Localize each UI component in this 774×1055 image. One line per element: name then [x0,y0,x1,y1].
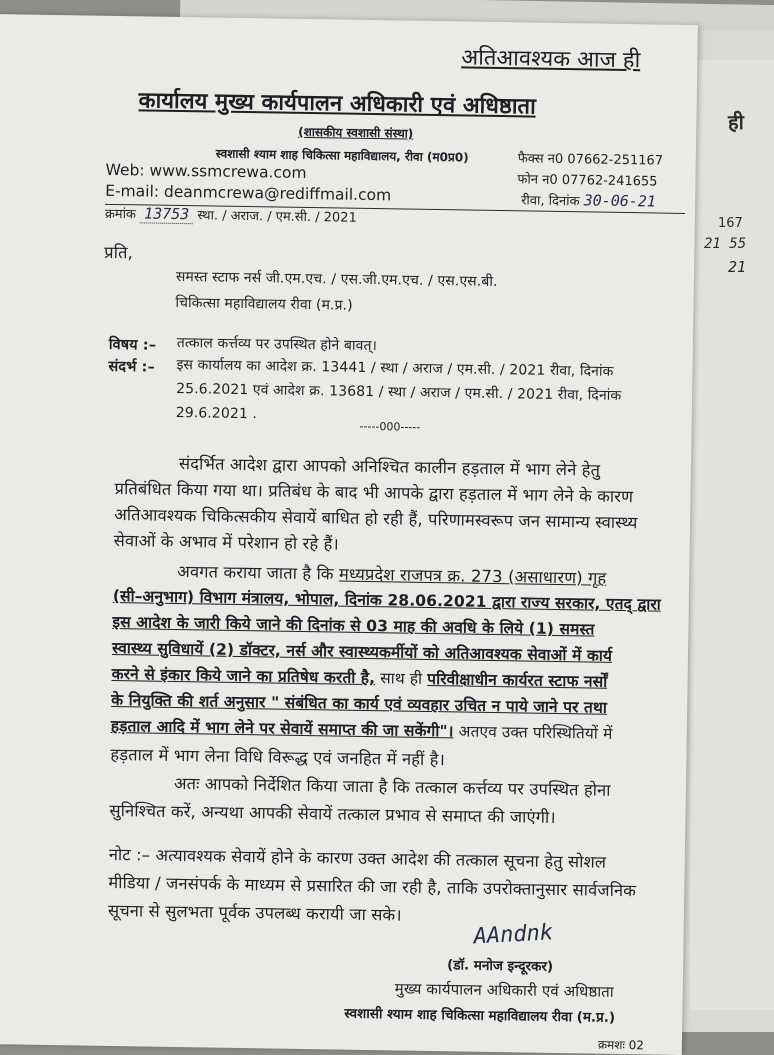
institution-type: (शासकीय स्वशासी संस्था) [298,124,414,141]
probation-text: परिवीक्षाधीन कार्यरत स्टाफ नर्सों [427,669,608,691]
recipient-line-2: चिकित्सा महाविद्यालय रीवा (म.प्र.) [175,294,353,314]
page-continuation-marker: क्रमशः 02 [597,1037,645,1053]
paragraph-2-line-6: के नियुक्ति की शर्त अनुसार " संबंधित का कार्य एवं व्यवहार उचित न पाये जाने पर तथा [111,690,608,717]
prohibition-text: करने से इंकार किये जाने का प्रतिषेध करती है, [111,664,376,688]
note-line: मीडिया / जनसंपर्क के माध्यम से प्रसारित की जा रही है, ताकि उपरोक्तानुसार सार्वजनिक [108,872,637,901]
signatory-name: (डॉ. मनोज इन्दूरकर) [446,957,554,975]
subject-text: तत्काल कर्त्तव्य पर उपस्थित होने बावत्। [176,334,378,355]
paragraph-2-line-4: स्वास्थ्य सुविधायें (2) डॉक्टर, नर्स और स्वास्थ्यकर्मीयों को अतिआवश्यक सेवाओं में कार्य [111,638,613,665]
reference-prefix: क्रमांक [104,206,137,223]
paragraph-2-text: अतएव उक्त परिस्थितियों में [458,722,613,743]
paragraph-1-line: सेवाओं के अभाव में परेशान हो रहे हैं। [113,531,339,554]
paragraph-1-line: संदर्भित आदेश द्वारा आपको अनिश्चित कालीन हड़ताल में भाग लेने हेतु [178,454,601,480]
handwritten-signature: AAndnk [472,920,554,950]
paragraph-3-line: अतः आपको निर्देशित किया जाता है कि तत्काल कर्त्तव्य पर उपस्थित होना [173,773,611,800]
gazette-reference: मध्यप्रदेश राजपत्र क्र. 273 (असाधारण) गृह [338,564,607,588]
paragraph-1-line: प्रतिबंधित किया गया था। प्रतिबंध के बाद भी आपके द्वारा हड़ताल में भाग लेने के कारण [114,479,634,507]
note-line: नोट :– अत्यावश्यक सेवायें होने के कारण उक्त आदेश की तत्काल सूचना हेतु सोशल [108,844,607,872]
signatory-institution: स्वशासी श्याम शाह चिकित्सा महाविद्यालय रीवा (म.प्र.) [344,1005,616,1026]
recipient-line-1: समस्त स्टाफ नर्स जी.एम.एच. / एस.जी.एम.एच. / एस.एस.बी. [175,268,498,291]
email-address: E-mail: deanmcrewa@rediffmail.com [105,181,392,205]
reference-number: 13753 [140,204,193,224]
background-fragment-date: 21 55 [704,236,747,252]
reference-suffix: स्था. / अराज. / एम.सी. / 2021 [197,208,357,226]
background-fragment-text: ही [728,110,744,134]
paragraph-2-text: साथ ही [380,669,423,688]
institution-name: स्वशासी श्याम शाह चिकित्सा महाविद्यालय, रीवा (म0प्र0) [215,146,469,165]
background-fragment-date-2: 21 [728,258,747,276]
letter-page [0,14,698,1055]
reference-line-1: इस कार्यालय का आदेश क्र. 13441 / स्था / अराज / एम.सी. / 2021 रीवा, दिनांक [176,356,614,380]
paragraph-3-line: सुनिश्चित करें, अन्यथा आपकी सेवायें तत्काल प्रभाव से समाप्त की जाएंगी। [109,800,556,827]
paragraph-2-line-3: इस आदेश के जारी किये जाने की दिनांक से 03 माह की अवधि के लिये (1) समस्त [112,612,595,639]
reference-line-2: 25.6.2021 एवं आदेश क्र. 13681 / स्था / अराज / एम.सी. / 2021 रीवा, दिनांक [176,380,622,404]
fax-number: फैक्स न0 07662-251167 [517,151,664,169]
date-handwritten: 30-06-21 [583,191,657,211]
reference-line [105,204,357,226]
reference-label: संदर्भ :– [108,358,155,376]
reference-line-3: 29.6.2021 . [175,404,258,423]
background-sheet-right-2 [690,60,774,1010]
place-date [521,190,656,210]
phone-number: फोन न0 07762-241655 [517,172,658,190]
note-line: सूचना से सुलभता पूर्वक उपलब्ध करायी जा सके। [107,900,402,925]
signatory-designation: मुख्य कार्यपालन अधिकारी एवं अधिष्ठाता [394,979,614,1001]
termination-clause: हड़ताल आदि में भाग लेने पर सेवायें समाप्त की जा सकेंगी"। [110,716,454,741]
paragraph-1-line: अतिआवश्यक चिकित्सकीय सेवायें बाधित हो रही हैं, परिणामस्वरूप जन सामान्य स्वास्थ्य [114,505,638,533]
paragraph-2-line-1 [177,559,606,589]
to-label: प्रति, [104,242,134,263]
paragraph-2-text: अवगत कराया जाता है कि [177,562,334,584]
paragraph-2-line-8: हड़ताल में भाग लेना विधि विरूद्ध एवं जनहित में नहीं है। [110,744,446,770]
subject-label: विषय :– [108,336,157,354]
paragraph-2-line-2: (सी–अनुभाग) विभाग मंत्रालय, भोपाल, दिनांक 28.06.2021 द्वारा राज्य सरकार, एतद् द्वारा [112,587,662,614]
urgent-note: अतिआवश्यक आज ही [461,45,641,74]
office-title: कार्यालय मुख्य कार्यपालन अधिकारी एवं अधिष्ठाता [138,88,536,120]
paragraph-2-line-7 [111,714,613,744]
website: Web: www.ssmcrewa.com [105,160,307,182]
background-fragment-number: 167 [718,216,743,231]
separator: -----000----- [359,419,421,434]
place-date-prefix: रीवा, दिनांक [521,193,580,210]
paragraph-2-line-5 [111,662,607,692]
